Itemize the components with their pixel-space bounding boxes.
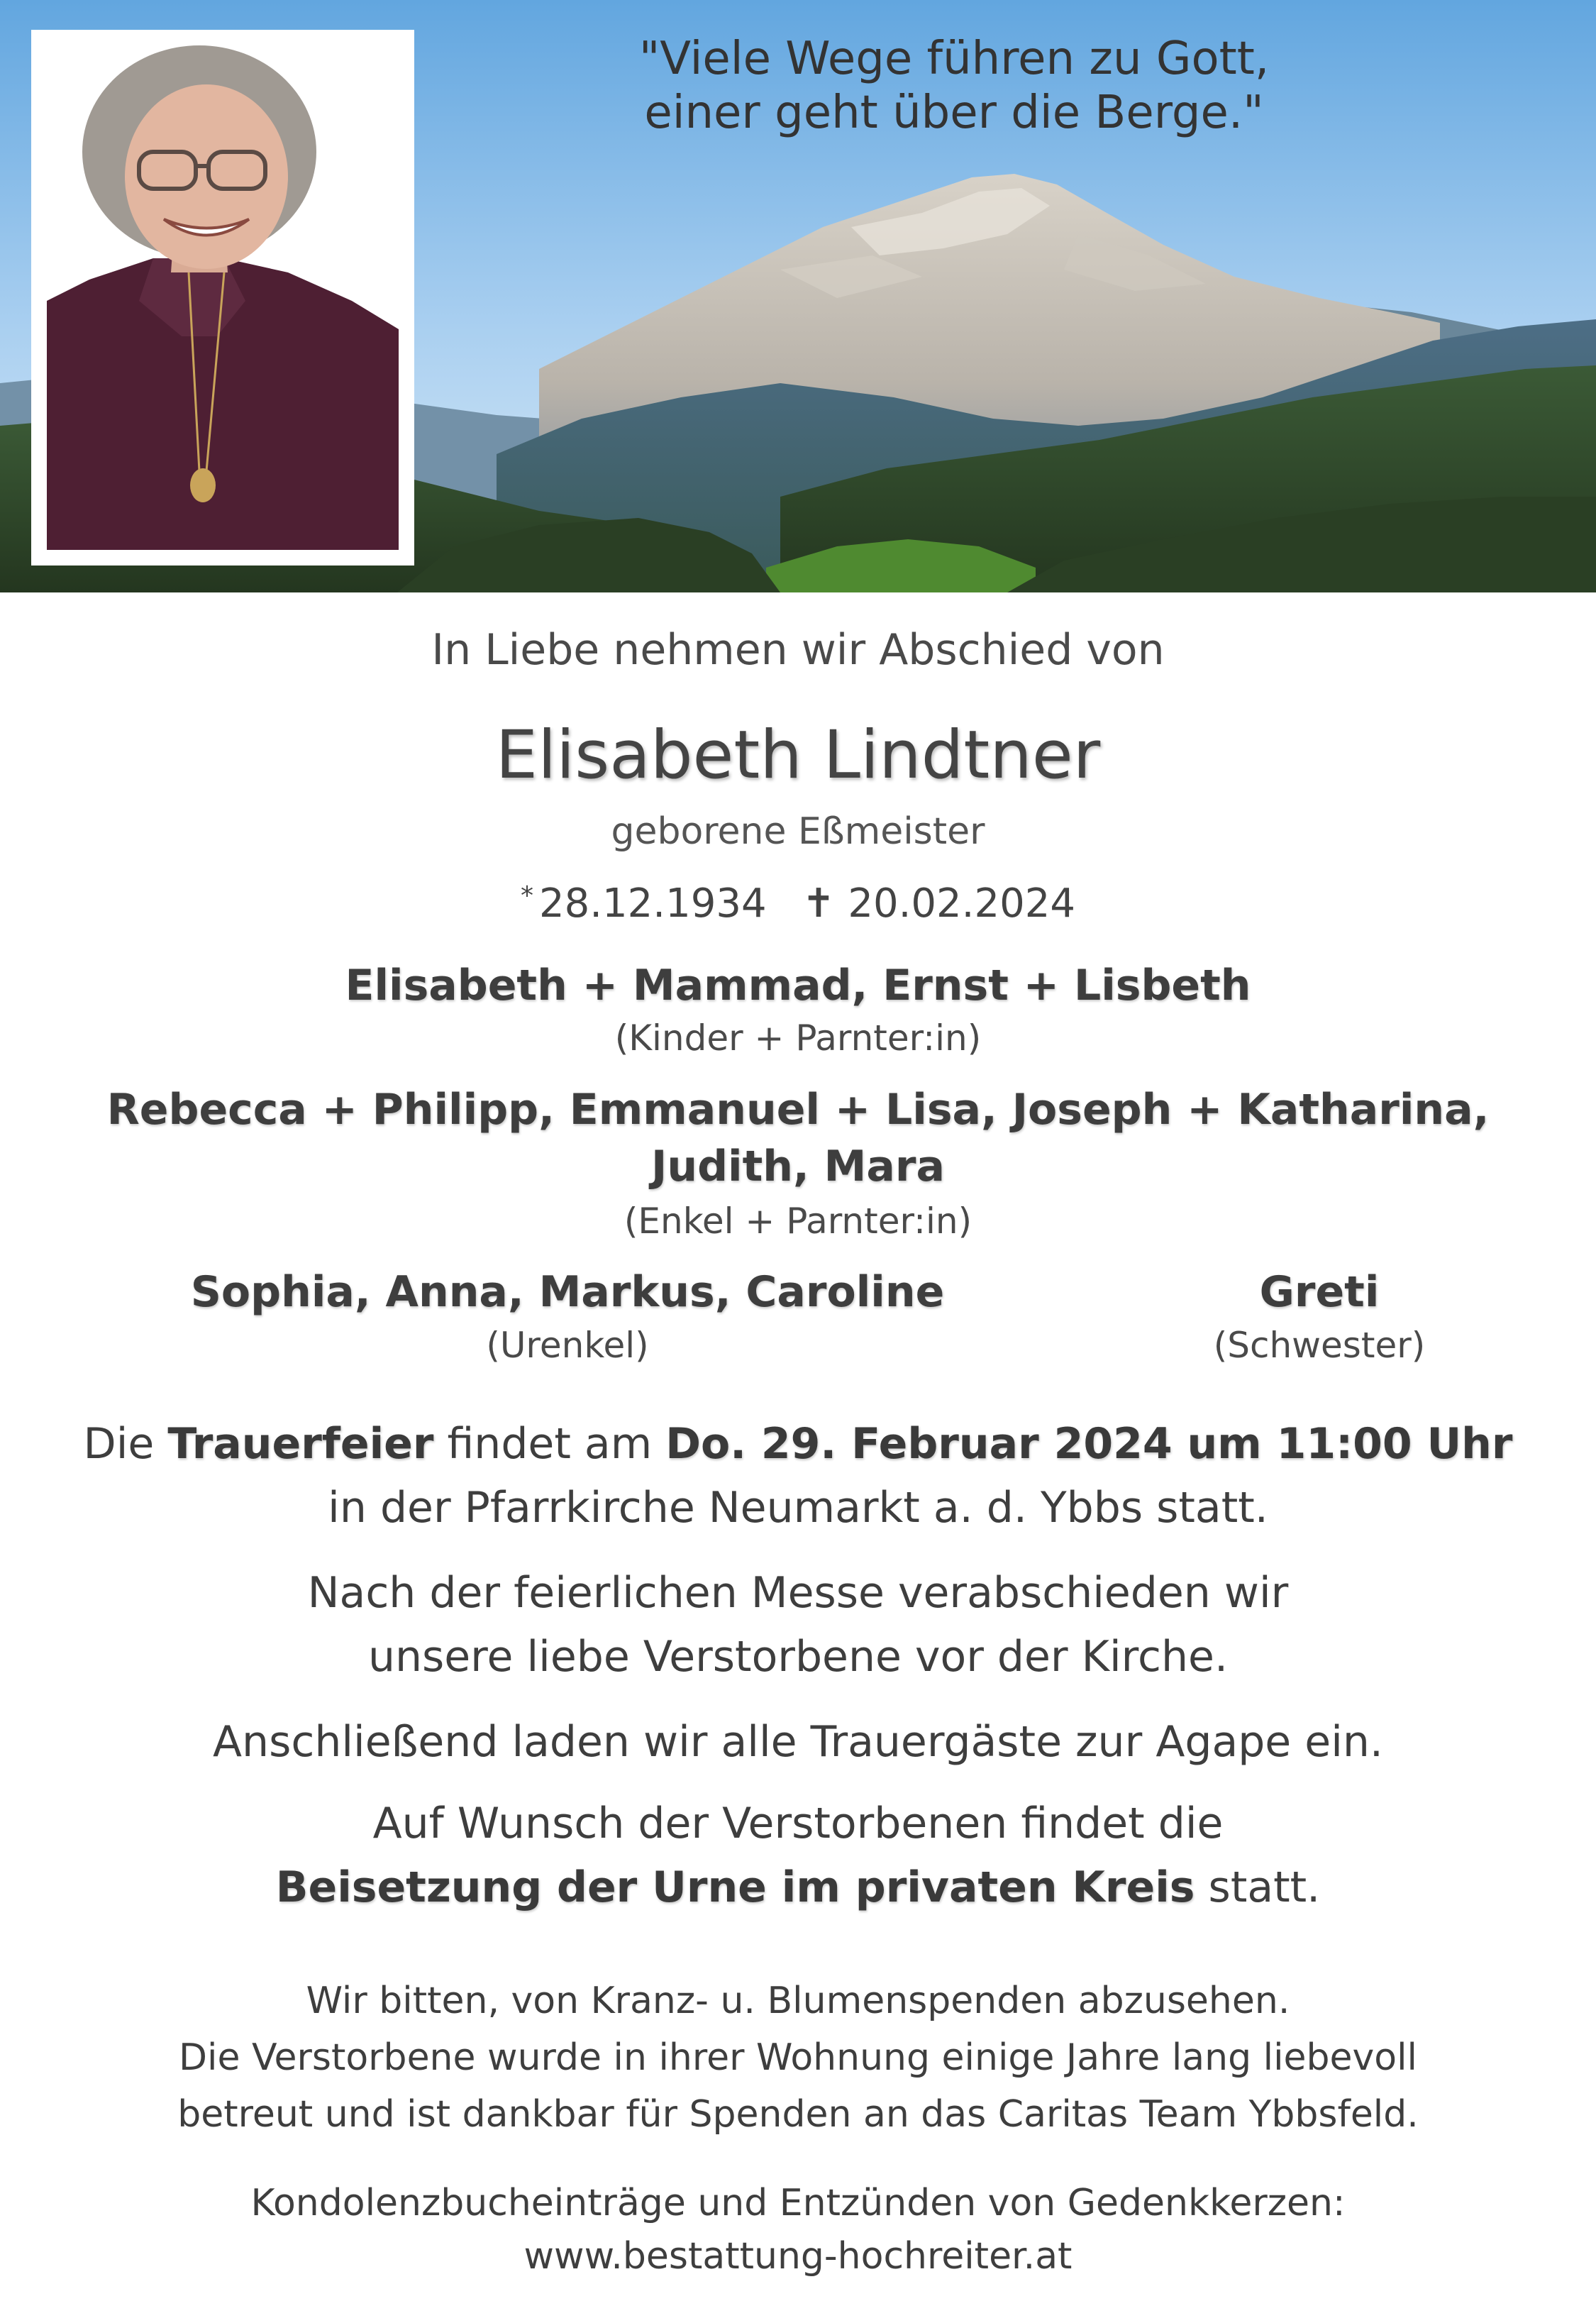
ceremony-datetime: Do. 29. Februar 2024 um 11:00 Uhr [665, 1419, 1513, 1469]
sister-relation: (Schwester) [1213, 1325, 1426, 1366]
birth-star-icon: * [520, 881, 533, 910]
agape-invitation: Anschließend laden wir alle Trauergäste zur Agape ein. [213, 1717, 1383, 1767]
ceremony-text: findet am [433, 1419, 666, 1469]
header-banner [0, 0, 1596, 592]
grandchildren-relation: (Enkel + Parnter:in) [624, 1201, 972, 1242]
great-grandchildren-relation: (Urenkel) [486, 1325, 649, 1366]
ceremony-event: Trauerfeier [167, 1419, 434, 1469]
header-quote [582, 32, 1326, 140]
portrait-photo [47, 45, 399, 550]
great-grandchildren-names: Sophia, Anna, Markus, Caroline [190, 1267, 945, 1317]
farewell-intro: In Liebe nehmen wir Abschied von [431, 625, 1165, 675]
children-names: Elisabeth + Mammad, Ernst + Lisbeth [345, 961, 1251, 1010]
ceremony-text: Die [83, 1419, 168, 1469]
burial-private: Beisetzung der Urne im privaten Kreis [275, 1863, 1195, 1912]
donation-line-2: betreut und ist dankbar für Spenden an das Caritas Team Ybbsfeld. [177, 2093, 1419, 2136]
condolence-info: Kondolenzbucheinträge und Entzünden von Gedenkkerzen: [250, 2182, 1346, 2224]
birth-date: 28.12.1934 [538, 881, 767, 927]
grandchildren-names-line-2: Judith, Mara [651, 1142, 945, 1191]
ceremony-line-1 [0, 1412, 1596, 1476]
condolence-website-link[interactable]: www.bestattung-hochreiter.at [523, 2235, 1073, 2278]
ceremony-line-4: unsere liebe Verstorbene vor der Kirche. [367, 1632, 1229, 1682]
flower-request: Wir bitten, von Kranz- u. Blumenspenden abzusehen. [306, 1980, 1290, 2022]
quote-line-1: "Viele Wege führen zu Gott, [638, 33, 1270, 85]
ceremony-line-3: Nach der feierlichen Messe verabschieden wir [307, 1568, 1289, 1618]
life-dates [0, 871, 1596, 929]
death-date: 20.02.2024 [848, 881, 1075, 927]
burial-line-1: Auf Wunsch der Verstorbenen findet die [372, 1799, 1224, 1848]
burial-line-2 [0, 1855, 1596, 1919]
quote-line-2: einer geht über die Berge." [644, 87, 1264, 139]
birth-name: geborene Eßmeister [611, 810, 985, 853]
grandchildren-names-line-1: Rebecca + Philipp, Emmanuel + Lisa, Joseph + Katharina, [106, 1085, 1490, 1135]
donation-line-1: Die Verstorbene wurde in ihrer Wohnung einige Jahre lang liebevoll [178, 2036, 1418, 2079]
burial-text: statt. [1195, 1863, 1321, 1912]
children-relation: (Kinder + Parnter:in) [614, 1017, 982, 1059]
sister-name: Greti [1259, 1267, 1380, 1317]
ceremony-location: in der Pfarrkirche Neumarkt a. d. Ybbs statt. [328, 1483, 1268, 1533]
portrait-photo-frame [31, 30, 414, 566]
cross-icon: ✝ [802, 881, 836, 927]
deceased-name: Elisabeth Lindtner [495, 717, 1101, 794]
